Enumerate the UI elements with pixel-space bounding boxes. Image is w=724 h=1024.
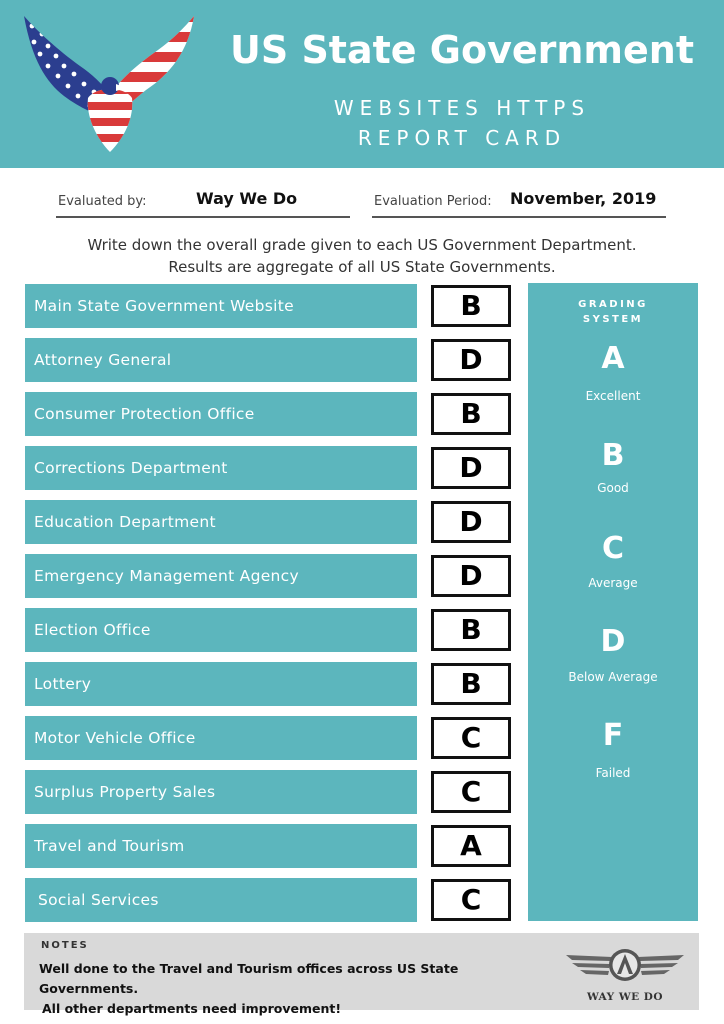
notes-line1: Well done to the Travel and Tourism offices across US State Governments. [39,961,459,996]
grade-description: Below Average [568,670,658,684]
eagle-flag-icon [18,12,200,154]
grading-system-panel [528,283,698,921]
grade-description: Good [597,481,629,495]
department-row [25,392,511,436]
department-row [25,554,511,598]
grade-box: B [431,663,511,705]
department-name: Motor Vehicle Office [25,716,417,760]
header-banner [0,0,724,168]
grade-box: D [431,339,511,381]
department-name: Education Department [25,500,417,544]
department-row [25,446,511,490]
grade-box: D [431,501,511,543]
way-we-do-logo [562,941,688,1005]
grade-letter: D [600,624,626,659]
department-row [25,500,511,544]
department-name: Surplus Property Sales [25,770,417,814]
department-row [25,284,511,328]
notes-title: NOTES [41,940,89,951]
evaluation-period-field [372,186,666,218]
grade-box: A [431,825,511,867]
grading-title-line1: GRADING [578,299,648,310]
grade-box: C [431,879,511,921]
grade-letter: C [601,531,625,566]
evaluation-period-label: Evaluation Period: [374,194,492,209]
department-row [25,824,511,868]
department-row [25,878,511,922]
evaluated-by-value: Way We Do [196,189,298,208]
grade-box: D [431,447,511,489]
grading-title-line2: SYSTEM [582,314,644,325]
department-name: Social Services [25,878,417,922]
instructions [30,234,694,278]
page-subtitle-line1: WEBSITES HTTPS [333,96,591,120]
evaluation-period-value: November, 2019 [510,189,657,208]
department-row [25,770,511,814]
page-title: US State Government [229,28,694,72]
grade-description: Average [588,576,638,590]
grade-box: B [431,609,511,651]
department-name: Main State Government Website [25,284,417,328]
department-name: Travel and Tourism [25,824,417,868]
department-name: Election Office [25,608,417,652]
department-name: Attorney General [25,338,417,382]
department-row [25,338,511,382]
grade-letter: A [601,341,625,376]
grade-letter: B [601,438,625,473]
grade-description: Failed [595,766,631,780]
department-name: Emergency Management Agency [25,554,417,598]
page-subtitle-line2: REPORT CARD [357,126,567,150]
department-name: Lottery [25,662,417,706]
grade-box: C [431,717,511,759]
instructions-line1: Write down the overall grade given to each US Government Department. [87,236,637,254]
grade-letter: F [602,718,624,753]
grade-box: C [431,771,511,813]
notes-line2: All other departments need improvement! [42,1001,342,1016]
department-row [25,608,511,652]
department-name: Consumer Protection Office [25,392,417,436]
evaluated-by-label: Evaluated by: [58,194,147,209]
winged-logo-icon [562,941,688,991]
evaluated-by-field [56,186,350,218]
grade-box: D [431,555,511,597]
instructions-line2: Results are aggregate of all US State Governments. [168,258,556,276]
grade-box: B [431,393,511,435]
notes-panel [24,933,699,1016]
notes-text [39,959,559,1019]
department-name: Corrections Department [25,446,417,490]
department-row [25,716,511,760]
grade-description: Excellent [585,389,641,403]
grade-box: B [431,285,511,327]
grading-system-title [528,297,698,327]
department-row [25,662,511,706]
logo-text: WAY WE DO [586,991,664,1003]
